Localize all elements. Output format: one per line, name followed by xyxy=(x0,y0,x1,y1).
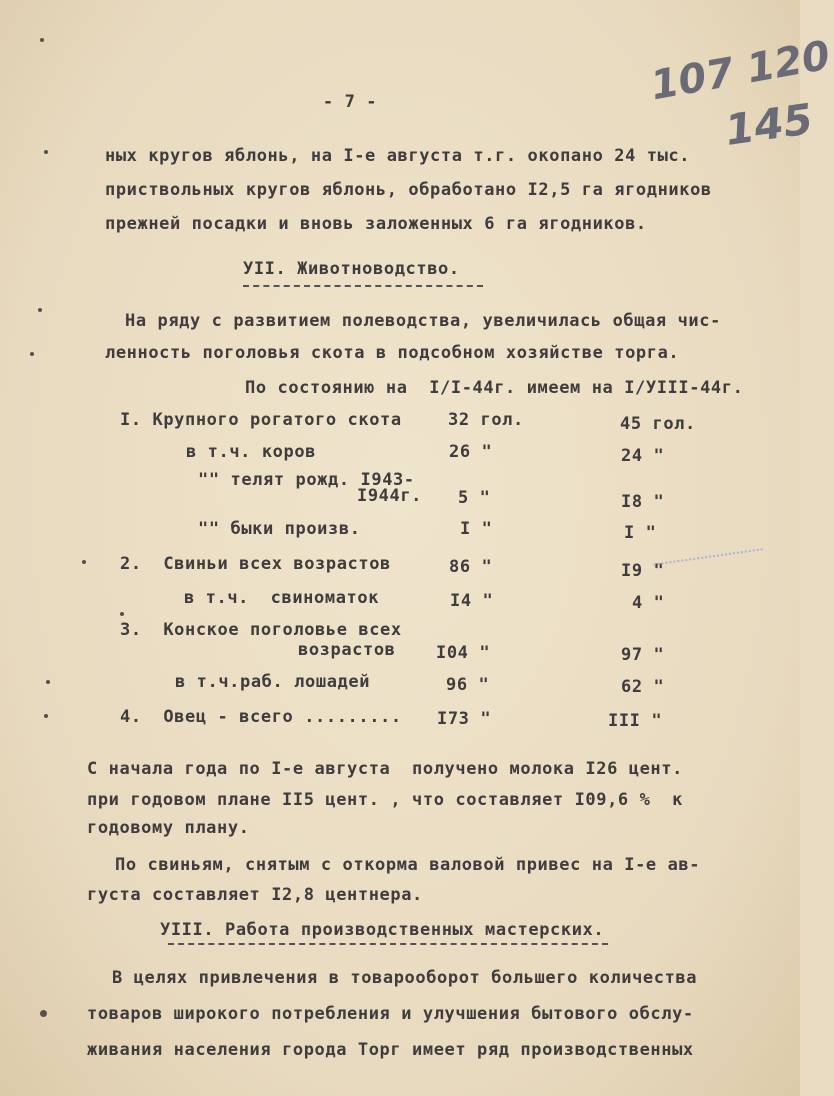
section8-heading-underline xyxy=(168,943,608,945)
paragraph1-line1: ных кругов яблонь, на I-е августа т.г. окопано 24 тыс. xyxy=(105,146,691,166)
row-label-continued: I944г. xyxy=(357,486,423,506)
row-value-aug: 24 " xyxy=(621,446,665,466)
pigs-line1: По свиньям, снятым с откорма валовой привес на I-е ав- xyxy=(115,855,701,875)
row-value-aug: I8 " xyxy=(621,492,665,512)
margin-speck xyxy=(40,1010,47,1017)
section8-heading: УIII. Работа производственных мастерских. xyxy=(160,920,605,940)
row-label: "" быки произв. xyxy=(198,519,361,539)
row-label: в т.ч.раб. лошадей xyxy=(175,672,371,692)
section8-line3: живания населения города Торг имеет ряд производственных xyxy=(87,1040,694,1060)
archive-number-top: 107 120 xyxy=(647,32,834,110)
margin-speck xyxy=(120,612,124,616)
row-value-aug: I9 " xyxy=(621,561,665,581)
row-value-jan: 32 гол. xyxy=(448,410,524,430)
milk-line2: при годовом плане II5 цент. , что составляет I09,6 % к xyxy=(87,790,683,810)
margin-speck xyxy=(44,150,48,154)
page-number: - 7 - xyxy=(322,92,378,112)
row-label-continued: возрастов xyxy=(298,640,396,660)
section7-heading: УII. Животноводство. xyxy=(243,259,460,279)
margin-speck xyxy=(40,38,44,42)
section7-heading-underline xyxy=(243,285,483,287)
row-value-aug: 97 " xyxy=(621,645,665,665)
row-value-jan: I " xyxy=(460,519,493,539)
row-value-aug: III " xyxy=(608,711,663,731)
row-value-jan: 96 " xyxy=(446,675,490,695)
milk-line1: С начала года по I-е августа получено молока I26 цент. xyxy=(87,759,683,779)
pigs-line2: густа составляет I2,8 центнера. xyxy=(87,885,423,905)
row-value-jan: I73 " xyxy=(437,709,492,729)
milk-line3: годовому плану. xyxy=(87,818,250,838)
margin-speck xyxy=(44,714,48,718)
margin-speck xyxy=(38,308,42,312)
paragraph1-line3: прежней посадки и вновь заложенных 6 га ягодников. xyxy=(105,214,647,234)
row-value-jan: 5 " xyxy=(458,488,491,508)
row-value-aug: 4 " xyxy=(632,593,665,613)
margin-speck xyxy=(46,680,50,684)
archive-number-bottom: 145 xyxy=(722,94,816,155)
row-value-aug: 62 " xyxy=(621,677,665,697)
row-value-jan: I04 " xyxy=(436,643,491,663)
section7-intro-line1: На ряду с развитием полеводства, увеличилась общая чис- xyxy=(125,311,721,331)
row-value-aug: I " xyxy=(624,523,657,543)
section8-line2: товаров широкого потребления и улучшения бытового обслу- xyxy=(87,1004,694,1024)
row-value-jan: I4 " xyxy=(450,591,494,611)
row-label: 3. Конское поголовье всех xyxy=(120,620,402,640)
section7-intro-line2: ленность поголовья скота в подсобном хозяйстве торга. xyxy=(105,343,680,363)
livestock-table-header: По состоянию на I/I-44г. имеем на I/УIII-44г. xyxy=(245,378,744,398)
row-label: 4. Овец - всего ......... xyxy=(120,707,402,727)
row-label: в т.ч. коров xyxy=(186,442,317,462)
row-value-jan: 26 " xyxy=(449,442,493,462)
row-value-jan: 86 " xyxy=(449,557,493,577)
section8-line1: В целях привлечения в товарооборот большего количества xyxy=(112,968,698,988)
pencil-scribble xyxy=(651,532,762,565)
row-label: в т.ч. свиноматок xyxy=(184,588,380,608)
row-label: I. Крупного рогатого скота xyxy=(120,410,402,430)
margin-speck xyxy=(82,560,86,564)
margin-speck xyxy=(30,352,34,356)
row-value-aug: 45 гол. xyxy=(620,414,696,434)
row-label: "" телят рожд. I943- xyxy=(198,470,415,490)
paragraph1-line2: приствольных кругов яблонь, обработано I2,5 га ягодников xyxy=(105,180,712,200)
row-label: 2. Свиньи всех возрастов xyxy=(120,554,391,574)
